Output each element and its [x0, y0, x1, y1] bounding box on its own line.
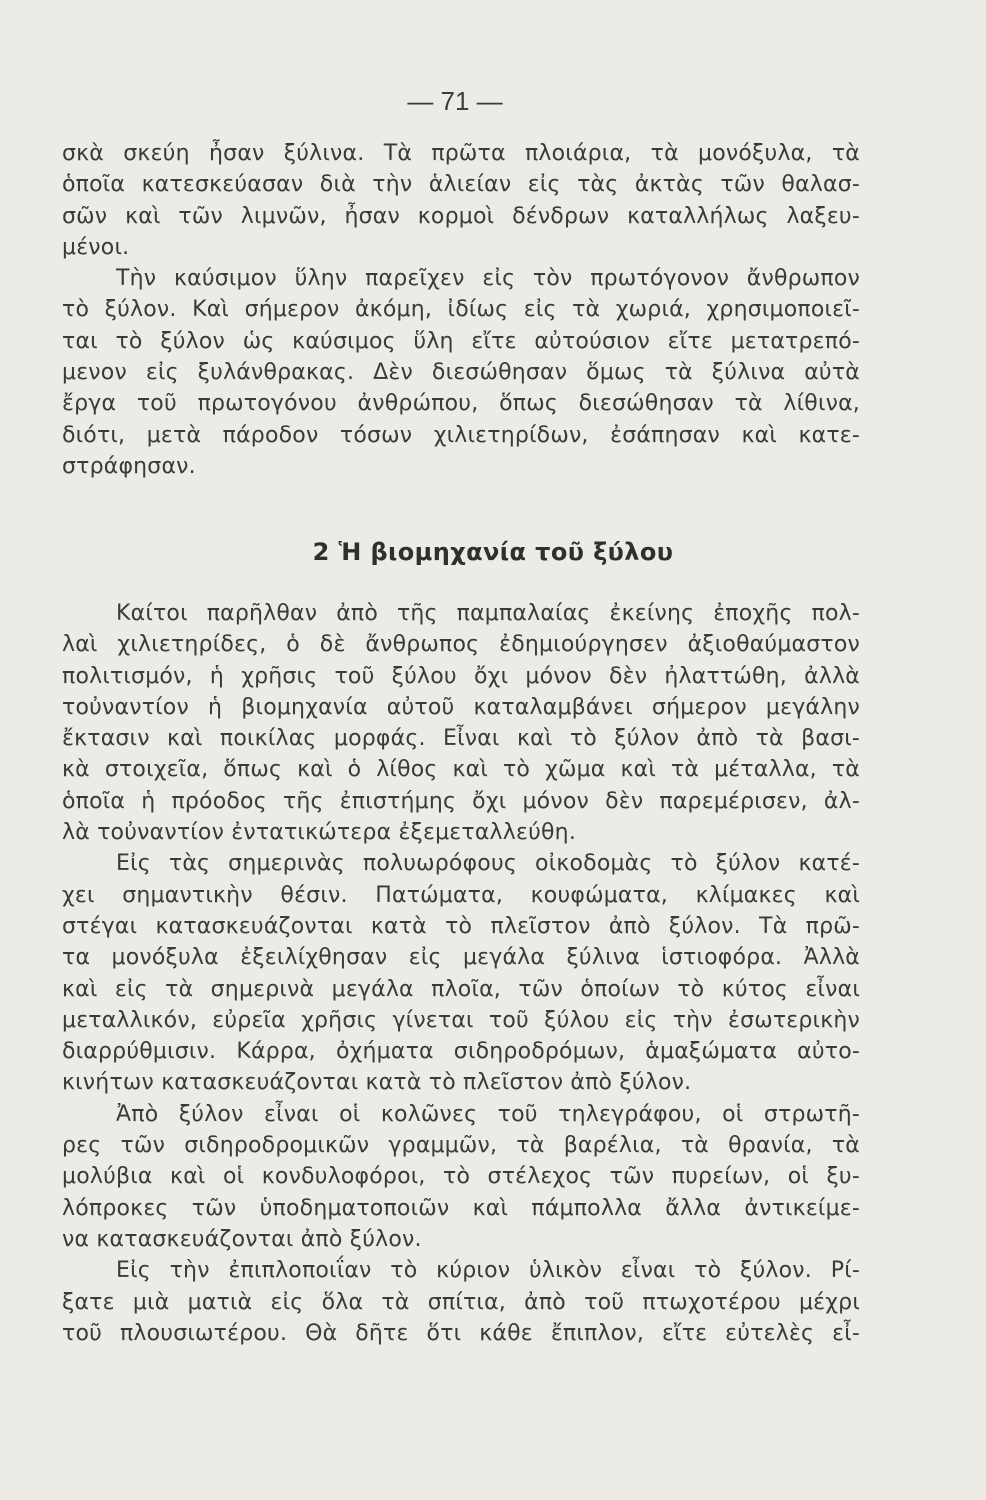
text-line: λόπροκες τῶν ὑποδηματοποιῶν καὶ πάμπολλα ἄλλα ἀντικείμε-: [62, 1195, 860, 1221]
text-line: ξατε μιὰ ματιὰ εἰς ὅλα τὰ σπίτια, ἀπὸ τοῦ πτωχοτέρου μέχρι: [62, 1289, 860, 1315]
text-line: ὁποῖα ἡ πρόοδος τῆς ἐπιστήμης ὄχι μόνον δὲν παρεμέρισεν, ἀλ-: [62, 788, 860, 814]
page-number: — 71 —: [407, 86, 503, 116]
text-line: Εἰς τὰς σημερινὰς πολυωρόφους οἰκοδομὰς τὸ ξύλον κατέ-: [116, 851, 860, 877]
text-line: στράφησαν.: [62, 453, 196, 479]
text-line: ἔκτασιν καὶ ποικίλας μορφάς. Εἶναι καὶ τὸ ξύλον ἀπὸ τὰ βασι-: [62, 726, 860, 752]
text-line: ται τὸ ξύλον ὡς καύσιμος ὕλη εἴτε αὐτούσιον εἴτε μετατρεπό-: [62, 328, 860, 354]
text-line: τοῦ πλουσιωτέρου. Θὰ δῆτε ὅτι κάθε ἔπιπλον, εἴτε εὐτελὲς εἶ-: [62, 1320, 860, 1346]
text-line: πολιτισμόν, ἡ χρῆσις τοῦ ξύλου ὄχι μόνον δὲν ἠλαττώθη, ἀλλὰ: [62, 663, 860, 689]
text-line: χει σημαντικὴν θέσιν. Πατώματα, κουφώματα, κλίμακες καὶ: [62, 882, 860, 908]
text-line: λὰ τοὐναντίον ἐντατικώτερα ἐξεμεταλλεύθη.: [62, 820, 577, 846]
text-line: μεταλλικόν, εὐρεῖα χρῆσις γίνεται τοῦ ξύλου εἰς τὴν ἐσωτερικὴν: [62, 1007, 860, 1033]
text-line: τα μονόξυλα ἐξειλίχθησαν εἰς μεγάλα ξύλινα ἱστιοφόρα. Ἀλλὰ: [62, 945, 860, 971]
text-line: ρες τῶν σιδηροδρομικῶν γραμμῶν, τὰ βαρέλια, τὰ θρανία, τὰ: [62, 1133, 860, 1159]
text-line: τὸ ξύλον. Καὶ σήμερον ἀκόμη, ἰδίως εἰς τὰ χωριά, χρησιμοποιεῖ-: [62, 297, 860, 323]
text-line: Ἀπὸ ξύλον εἶναι οἱ κολῶνες τοῦ τηλεγράφου, οἱ στρωτῆ-: [116, 1101, 860, 1127]
paragraph-block-main: [62, 598, 860, 1349]
text-line: Εἰς τὴν ἐπιπλοποιΐαν τὸ κύριον ὑλικὸν εἶναι τὸ ξύλον. Ρί-: [116, 1258, 860, 1284]
text-line: Καίτοι παρῆλθαν ἀπὸ τῆς παμπαλαίας ἐκείνης ἐποχῆς πολ-: [116, 601, 860, 626]
text-line: σκὰ σκεύη ἦσαν ξύλινα. Τὰ πρῶτα πλοιάρια, τὰ μονόξυλα, τὰ: [62, 141, 860, 166]
text-line: κὰ στοιχεῖα, ὅπως καὶ ὁ λίθος καὶ τὸ χῶμα καὶ τὰ μέταλλα, τὰ: [62, 757, 860, 783]
text-line: μολύβια καὶ οἱ κονδυλοφόροι, τὸ στέλεχος τῶν πυρείων, οἱ ξυ-: [62, 1164, 860, 1190]
text-line: ὁποῖα κατεσκεύασαν διὰ τὴν ἁλιείαν εἰς τὰς ἀκτὰς τῶν θαλασ-: [62, 172, 860, 198]
paragraph-block-opening: [62, 138, 860, 482]
text-line: ἔργα τοῦ πρωτογόνου ἀνθρώπου, ὅπως διεσώθησαν τὰ λίθινα,: [62, 391, 860, 417]
text-line: σῶν καὶ τῶν λιμνῶν, ἦσαν κορμοὶ δένδρων καταλλήλως λαξευ-: [62, 203, 860, 229]
text-line: μενον εἰς ξυλάνθρακας. Δὲν διεσώθησαν ὅμως τὰ ξύλινα αὐτὰ: [62, 360, 860, 386]
text-line: να κατασκευάζονται ἀπὸ ξύλον.: [62, 1226, 422, 1252]
text-line: λαὶ χιλιετηρίδες, ὁ δὲ ἄνθρωπος ἐδημιούργησεν ἀξιοθαύμαστον: [62, 632, 860, 658]
text-line: διότι, μετὰ πάροδον τόσων χιλιετηρίδων, ἐσάπησαν καὶ κατε-: [62, 422, 860, 448]
text-line: τοὐναντίον ἡ βιομηχανία αὐτοῦ καταλαμβάνει σήμερον μεγάλην: [62, 694, 860, 720]
text-line: μένοι.: [62, 234, 130, 260]
section-heading: 2 Ἡ βιομηχανία τοῦ ξύλου: [312, 538, 674, 566]
text-line: στέγαι κατασκευάζονται κατὰ τὸ πλεῖστον ἀπὸ ξύλον. Τὰ πρῶ-: [62, 913, 860, 939]
text-line: Τὴν καύσιμον ὕλην παρεῖχεν εἰς τὸν πρωτόγονον ἄνθρωπον: [116, 266, 860, 292]
text-line: καὶ εἰς τὰ σημερινὰ μεγάλα πλοῖα, τῶν ὁποίων τὸ κύτος εἶναι: [62, 976, 860, 1002]
text-line: κινήτων κατασκευάζονται κατὰ τὸ πλεῖστον ἀπὸ ξύλον.: [62, 1070, 692, 1096]
text-line: διαρρύθμισιν. Κάρρα, ὀχήματα σιδηροδρόμων, ἁμαξώματα αὐτο-: [62, 1039, 860, 1065]
